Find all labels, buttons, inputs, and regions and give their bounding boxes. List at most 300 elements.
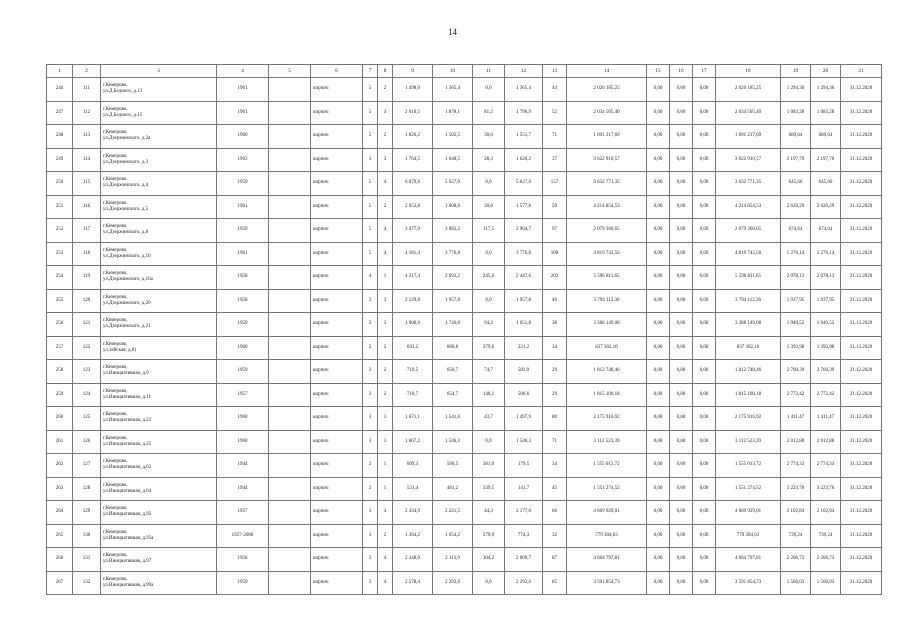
table-cell: 2 206,73	[781, 548, 811, 572]
table-cell: 120	[73, 289, 101, 313]
table-cell: 4 664 797,81	[716, 548, 781, 572]
table-row	[47, 571, 882, 595]
table-cell: 43,7	[473, 407, 505, 431]
table-cell: 179,5	[505, 454, 543, 478]
address-street: ул.Дзержинского, д.20	[103, 300, 151, 306]
table-cell: 259	[47, 383, 73, 407]
table-cell: 0,00	[693, 172, 716, 196]
table-cell: 4 181,4	[393, 242, 433, 266]
table-cell: 1 957,8	[505, 289, 543, 313]
table-cell: 1958	[217, 548, 269, 572]
table-cell: 2	[378, 195, 393, 219]
table-cell: кирпич	[311, 360, 363, 384]
address-street: ул.Инициативная, д.62	[103, 465, 152, 471]
table-cell: 117,5	[473, 219, 505, 243]
table-cell: 1959	[217, 172, 269, 196]
table-cell: кирпич	[311, 524, 363, 548]
table-cell: 100	[543, 242, 567, 266]
table-cell: 582,0	[505, 360, 543, 384]
table-cell: 4 819 743,56	[567, 242, 647, 266]
table-cell: 0,00	[693, 313, 716, 337]
address-street: ул.Инициативная, д.9	[103, 371, 149, 377]
table-cell: кирпич	[311, 289, 363, 313]
table-cell	[269, 172, 311, 196]
table-cell	[269, 125, 311, 149]
table-cell: 0,00	[670, 266, 693, 290]
table-cell: 128	[73, 477, 101, 501]
table-cell: 2 221,5	[433, 501, 473, 525]
table-cell: 2 434,9	[393, 501, 433, 525]
column-header: 9	[393, 65, 433, 78]
address-street: ул.Инициативная, д.64	[103, 488, 152, 494]
table-cell: 0,00	[693, 195, 716, 219]
address-city: г.Кемерово,	[103, 388, 128, 394]
table-cell: 2 078,13	[781, 266, 811, 290]
table-cell: 656,7	[433, 360, 473, 384]
table-cell: 1 608,6	[433, 195, 473, 219]
table-cell: 4 669 929,01	[716, 501, 781, 525]
table-cell: 1 294,36	[781, 78, 811, 102]
table-cell: 3	[378, 313, 393, 337]
address-cell	[101, 219, 217, 243]
table-row	[47, 219, 882, 243]
table-cell: 0,00	[647, 148, 670, 172]
table-cell: 132	[73, 571, 101, 595]
table-cell: кирпич	[311, 219, 363, 243]
table-cell: 0,00	[693, 454, 716, 478]
table-cell: 5 596 811,65	[567, 266, 647, 290]
table-cell: 31.12.2020	[841, 172, 882, 196]
table-cell: кирпич	[311, 195, 363, 219]
table-cell: 2	[378, 524, 393, 548]
table-cell: 2	[363, 360, 378, 384]
address-street: ул.Дзержинского, д.2а	[103, 136, 151, 142]
table-cell: 115	[73, 172, 101, 196]
table-cell: 1 498,0	[393, 78, 433, 102]
table-cell: 130	[73, 524, 101, 548]
table-row	[47, 524, 882, 548]
table-cell: 81,2	[473, 101, 505, 125]
table-cell: 252	[47, 219, 73, 243]
table-cell: 3	[363, 501, 378, 525]
table-cell: 0,00	[647, 477, 670, 501]
table-cell: 4	[378, 242, 393, 266]
table-cell: 126	[73, 430, 101, 454]
table-cell: 739,24	[781, 524, 811, 548]
table-cell: 31.12.2020	[841, 101, 882, 125]
table-cell: 249	[47, 148, 73, 172]
table-cell: 674,64	[781, 219, 811, 243]
table-cell: 739,24	[811, 524, 841, 548]
table-cell: 1 546,3	[505, 430, 543, 454]
address-city: г.Кемерово,	[103, 200, 128, 206]
table-cell: 0,0	[473, 172, 505, 196]
table-cell	[269, 501, 311, 525]
table-row	[47, 477, 882, 501]
table-cell: 0,00	[670, 571, 693, 595]
table-cell: 2 102,84	[811, 501, 841, 525]
table-cell: 131	[73, 548, 101, 572]
table-cell: 2	[363, 336, 378, 360]
table-row	[47, 548, 882, 572]
table-row	[47, 289, 882, 313]
table-cell: 31.12.2020	[841, 336, 882, 360]
table-cell: 255	[47, 289, 73, 313]
table-cell: 0,00	[670, 219, 693, 243]
address-street: ул.Инициативная, д.25	[103, 441, 152, 447]
table-cell: 31.12.2020	[841, 360, 882, 384]
table-cell: 1 365,4	[505, 78, 543, 102]
table-cell: 31.12.2020	[841, 454, 882, 478]
table-cell: 265	[47, 524, 73, 548]
table-cell: 2	[378, 383, 393, 407]
table-cell: 31.12.2020	[841, 78, 882, 102]
table-cell: 0,00	[670, 313, 693, 337]
table-cell: 5	[363, 78, 378, 102]
table-cell: 0,00	[647, 289, 670, 313]
table-cell: 0,00	[693, 125, 716, 149]
table-cell: 2	[363, 454, 378, 478]
table-cell: 0,00	[693, 524, 716, 548]
address-city: г.Кемерово,	[103, 294, 128, 300]
table-cell: 0,00	[693, 219, 716, 243]
table-cell: 0,00	[670, 407, 693, 431]
table-cell: 1958	[217, 289, 269, 313]
table-cell: 2 772,42	[811, 383, 841, 407]
address-street: ул.Дзержинского, д.10	[103, 253, 151, 259]
address-cell	[101, 336, 217, 360]
table-cell: 1 365,4	[433, 78, 473, 102]
table-cell: 4	[378, 548, 393, 572]
address-city: г.Кемерово,	[103, 459, 128, 465]
table-cell: 0,00	[647, 571, 670, 595]
table-cell: 31.12.2020	[841, 195, 882, 219]
table-cell: 1 566,03	[781, 571, 811, 595]
table-cell: 0,0	[473, 430, 505, 454]
table-cell: 116	[73, 195, 101, 219]
table-cell: 0,00	[693, 266, 716, 290]
address-cell	[101, 172, 217, 196]
table-cell: 1 091 217,69	[567, 125, 647, 149]
address-street: ул.Инициативная, д.95а	[103, 535, 154, 541]
table-cell: 645,60	[811, 172, 841, 196]
table-cell: 141,7	[505, 477, 543, 501]
table-cell	[269, 289, 311, 313]
table-cell: 0,00	[647, 524, 670, 548]
table-cell: 1 083,28	[781, 101, 811, 125]
table-cell: 0,00	[647, 195, 670, 219]
table-cell: 121	[73, 313, 101, 337]
address-city: г.Кемерово,	[103, 341, 128, 347]
table-cell: 2 578,4	[393, 571, 433, 595]
table-cell: 1 937,95	[811, 289, 841, 313]
table-cell: 1 937,95	[781, 289, 811, 313]
address-cell	[101, 477, 217, 501]
table-cell: 125	[73, 407, 101, 431]
table-cell	[269, 242, 311, 266]
table-cell: 0,00	[693, 383, 716, 407]
table-cell: 1 826,2	[393, 125, 433, 149]
table-cell: 2 197,70	[781, 148, 811, 172]
table-cell: 1 411,47	[811, 407, 841, 431]
table-cell: 1 815 100,18	[716, 383, 781, 407]
column-header: 6	[311, 65, 363, 78]
table-cell: 1 582,5	[433, 125, 473, 149]
table-cell: 3 082,2	[433, 219, 473, 243]
table-cell: 0,00	[647, 383, 670, 407]
table-cell: 0,00	[670, 430, 693, 454]
table-cell: 2 052,8	[393, 195, 433, 219]
table-cell: 124	[73, 383, 101, 407]
address-cell	[101, 313, 217, 337]
table-cell: 2	[378, 78, 393, 102]
table-cell: 1 577,8	[505, 195, 543, 219]
table-cell: 246	[47, 78, 73, 102]
table-cell: 2	[378, 360, 393, 384]
address-cell	[101, 78, 217, 102]
table-cell: 114	[73, 148, 101, 172]
address-cell	[101, 266, 217, 290]
address-city: г.Кемерово,	[103, 365, 128, 371]
address-cell	[101, 454, 217, 478]
table-cell: 157	[543, 172, 567, 196]
table-cell: 0,00	[670, 501, 693, 525]
table-cell: 0,00	[693, 571, 716, 595]
address-city: г.Кемерово,	[103, 412, 128, 418]
table-cell: 3	[363, 548, 378, 572]
table-cell: 31.12.2020	[841, 125, 882, 149]
table-cell: 257	[47, 336, 73, 360]
table-cell: 5	[363, 101, 378, 125]
table-cell: 94,2	[473, 313, 505, 337]
table-cell: 1 555 013,72	[567, 454, 647, 478]
address-street: ул.Инициативная, д.95	[103, 512, 152, 518]
table-cell: кирпич	[311, 148, 363, 172]
address-city: г.Кемерово,	[103, 506, 128, 512]
table-row	[47, 195, 882, 219]
table-cell: 600,8	[433, 336, 473, 360]
table-cell: 247	[47, 101, 73, 125]
table-cell: 3	[363, 524, 378, 548]
column-header: 4	[217, 65, 269, 78]
table-cell: кирпич	[311, 430, 363, 454]
table-cell: 31.12.2020	[841, 289, 882, 313]
table-cell: 0,00	[693, 101, 716, 125]
table-cell: 2 079 360,65	[567, 219, 647, 243]
table-cell: 5 627,0	[433, 172, 473, 196]
table-cell: 0,00	[670, 383, 693, 407]
table-cell: 0,00	[670, 477, 693, 501]
table-cell: 379,6	[473, 336, 505, 360]
table-cell: кирпич	[311, 383, 363, 407]
table-cell: 129	[73, 501, 101, 525]
table-cell: 4 664 797,81	[567, 548, 647, 572]
table-cell: 266	[47, 548, 73, 572]
table-cell: 34	[543, 336, 567, 360]
table-cell: 0,00	[693, 548, 716, 572]
table-cell: 3 622 910,57	[567, 148, 647, 172]
table-row	[47, 125, 882, 149]
table-cell: 31.12.2020	[841, 383, 882, 407]
table-cell: 44,3	[473, 501, 505, 525]
table-row	[47, 360, 882, 384]
table-cell: 4	[378, 219, 393, 243]
table-cell: 3 112 523,39	[567, 430, 647, 454]
table-cell: 202	[543, 266, 567, 290]
table-cell: 1 091 217,69	[716, 125, 781, 149]
table-cell: 0,00	[647, 242, 670, 266]
table-cell: 85	[543, 571, 567, 595]
table-cell: 97	[543, 219, 567, 243]
table-cell: 31.12.2020	[841, 524, 882, 548]
table-cell: 0,00	[670, 336, 693, 360]
table-row	[47, 383, 882, 407]
table-cell: 1959	[217, 571, 269, 595]
table-cell: 1 083,28	[811, 101, 841, 125]
table-cell: 5	[363, 125, 378, 149]
table-cell: 1 900,6	[393, 313, 433, 337]
address-city: г.Кемерово,	[103, 576, 128, 582]
column-header: 5	[269, 65, 311, 78]
table-cell: 1 667,2	[393, 430, 433, 454]
table-cell	[269, 148, 311, 172]
table-cell: 221,2	[505, 336, 543, 360]
table-cell: 267	[47, 571, 73, 595]
table-cell: 2 175 916,92	[567, 407, 647, 431]
table-cell: 710,7	[393, 383, 433, 407]
address-city: г.Кемерово,	[103, 271, 128, 277]
table-cell	[269, 548, 311, 572]
table-cell: 2 102,84	[781, 501, 811, 525]
table-cell: 66	[543, 501, 567, 525]
table-cell: 0,00	[647, 407, 670, 431]
address-street: ул.Д.Бедного, д.13	[103, 89, 143, 95]
address-street: ул.Дзержинского, д.3	[103, 159, 149, 165]
table-cell: 1 796,9	[505, 101, 543, 125]
table-cell: 0,00	[647, 360, 670, 384]
table-cell: 1961	[217, 101, 269, 125]
table-row	[47, 430, 882, 454]
address-city: г.Кемерово,	[103, 177, 128, 183]
table-cell: 1 393,98	[811, 336, 841, 360]
address-street: ул.Дзержинского, д.16а	[103, 277, 153, 283]
table-cell: 3 632 771,35	[567, 172, 647, 196]
table-cell: 3 776,8	[505, 242, 543, 266]
table-row	[47, 407, 882, 431]
table-cell	[269, 336, 311, 360]
table-cell: 2 620,29	[781, 195, 811, 219]
address-street: ул.Инициативная, д.99а	[103, 582, 154, 588]
table-cell: 31.12.2020	[841, 242, 882, 266]
table-cell: 4 214 854,53	[716, 195, 781, 219]
table-cell: 71	[543, 430, 567, 454]
table-cell: 264	[47, 501, 73, 525]
table-cell	[269, 477, 311, 501]
table-cell: 1957	[217, 383, 269, 407]
column-header: 12	[505, 65, 543, 78]
table-cell: кирпич	[311, 336, 363, 360]
column-header: 13	[543, 65, 567, 78]
table-cell: 1961	[217, 195, 269, 219]
column-header: 19	[781, 65, 811, 78]
table-cell: 80	[543, 407, 567, 431]
table-cell: кирпич	[311, 242, 363, 266]
table-cell: 2 447,6	[505, 266, 543, 290]
column-header: 20	[811, 65, 841, 78]
address-cell	[101, 360, 217, 384]
address-city: г.Кемерово,	[103, 153, 128, 159]
table-cell: 1957-2006	[217, 524, 269, 548]
column-header: 15	[647, 65, 670, 78]
table-cell: 3 794 112,36	[567, 289, 647, 313]
table-cell: 2 010,5	[393, 101, 433, 125]
table-cell: 0,00	[647, 78, 670, 102]
table-cell: 0,00	[647, 501, 670, 525]
table-cell: 609,3	[393, 454, 433, 478]
table-cell: 0,00	[670, 524, 693, 548]
table-cell: 52	[543, 101, 567, 125]
table-cell: 148,1	[473, 383, 505, 407]
table-cell: 1 957,8	[433, 289, 473, 313]
table-cell: 0,00	[693, 407, 716, 431]
address-city: г.Кемерово,	[103, 482, 128, 488]
table-cell: 4	[363, 266, 378, 290]
table-row	[47, 242, 882, 266]
table-cell: 1 551 274,52	[567, 477, 647, 501]
table-cell: 0,00	[647, 266, 670, 290]
table-cell: 2	[363, 477, 378, 501]
table-cell: 5	[363, 195, 378, 219]
table-cell: 30,6	[473, 125, 505, 149]
table-cell: 31.12.2020	[841, 266, 882, 290]
table-cell: 31.12.2020	[841, 571, 882, 595]
table-cell: 3 477,9	[393, 219, 433, 243]
table-cell: 279,9	[473, 524, 505, 548]
column-header: 17	[693, 65, 716, 78]
table-cell: 1 648,5	[433, 148, 473, 172]
address-city: г.Кемерово,	[103, 247, 128, 253]
table-cell: 1 812 748,46	[716, 360, 781, 384]
table-cell: 4	[378, 172, 393, 196]
table-cell: 1 651,8	[505, 313, 543, 337]
address-cell	[101, 242, 217, 266]
table-cell: 2 774,33	[811, 454, 841, 478]
table-cell: 3 776,8	[433, 242, 473, 266]
table-cell: 0,00	[670, 195, 693, 219]
table-cell: 122	[73, 336, 101, 360]
table-cell	[269, 524, 311, 548]
table-cell: 4 214 854,53	[567, 195, 647, 219]
table-cell: 71	[543, 125, 567, 149]
table-cell: 2 129,8	[393, 289, 433, 313]
address-cell	[101, 148, 217, 172]
table-cell: 1959	[217, 313, 269, 337]
table-cell: 2 293,6	[433, 571, 473, 595]
table-cell: 0,00	[670, 78, 693, 102]
column-header: 16	[670, 65, 693, 78]
table-cell: 1 541,6	[433, 407, 473, 431]
table-cell: 59	[543, 195, 567, 219]
table-cell: 2 760,39	[781, 360, 811, 384]
table-cell: 248	[47, 125, 73, 149]
table-cell: 0,00	[670, 172, 693, 196]
table-cell: 0,00	[693, 336, 716, 360]
table-cell: 74,7	[473, 360, 505, 384]
table-cell: 3 632 771,35	[716, 172, 781, 196]
table-cell: 1959	[217, 360, 269, 384]
address-cell	[101, 571, 217, 595]
table-cell: 0,00	[647, 454, 670, 478]
